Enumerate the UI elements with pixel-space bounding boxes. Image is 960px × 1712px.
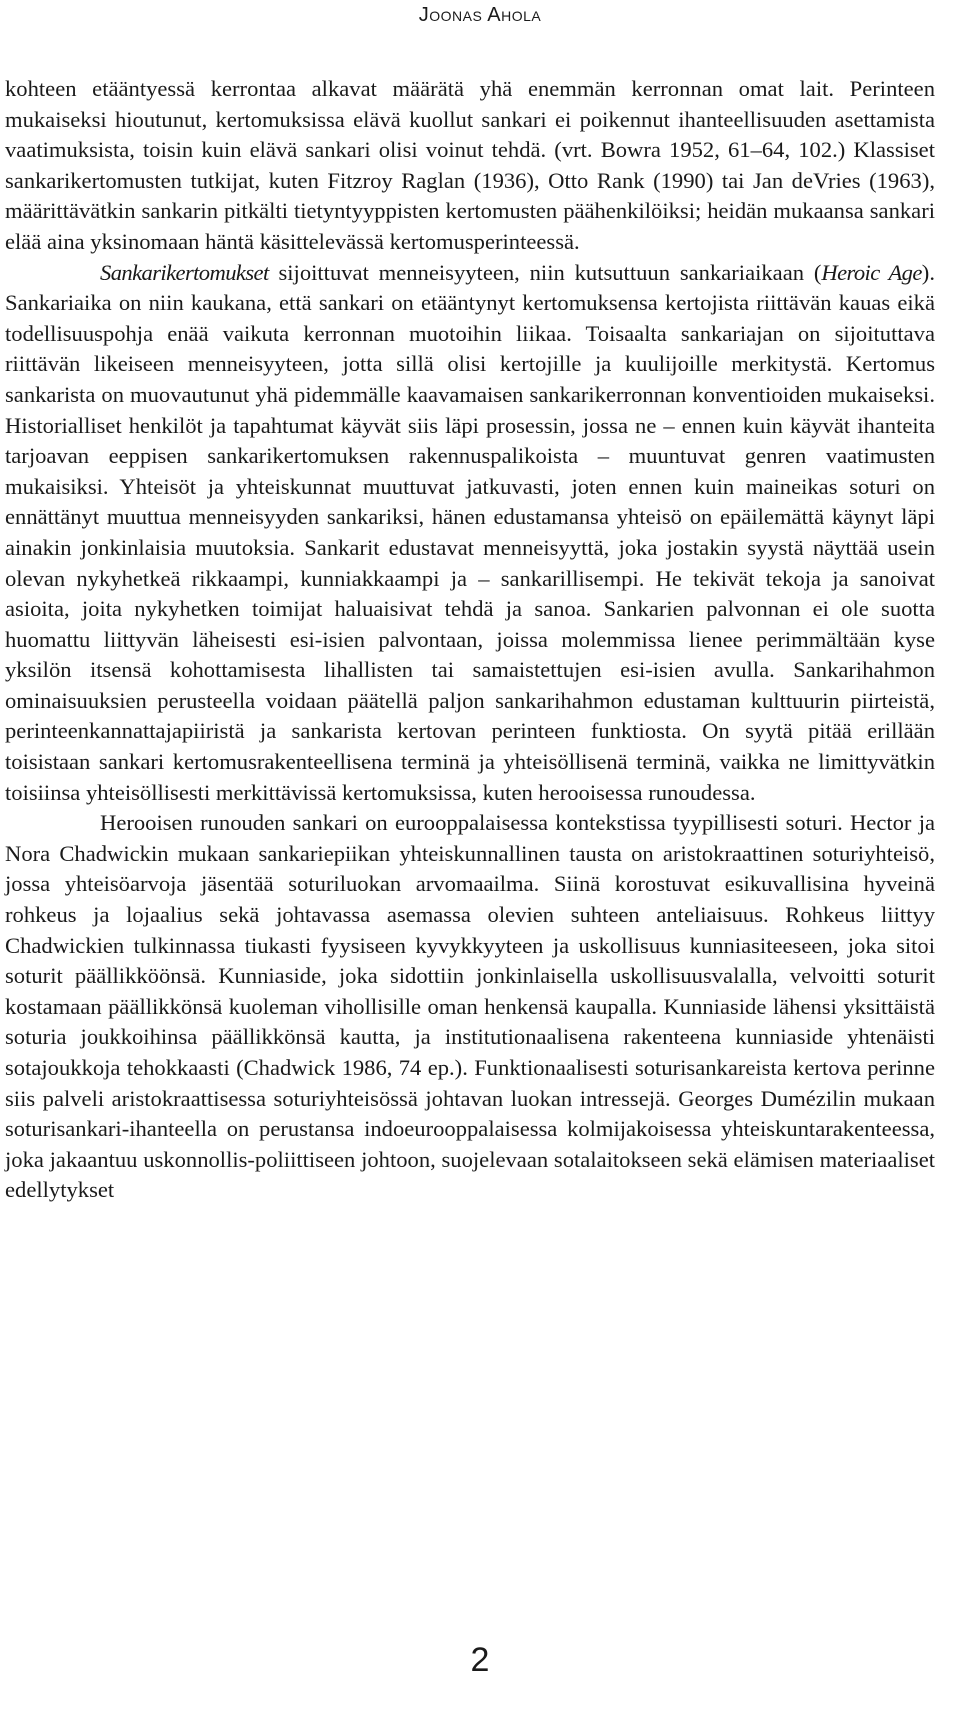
paragraph bbox=[5, 258, 935, 809]
paragraph-text: Herooisen runouden sankari on eurooppalaisessa kontekstissa tyypillisesti soturi. Hector ja Nora Chadwickin mukaan sankariepiikan yhteiskunnallinen tausta on aristokraattinen soturiyhteisö, jossa yhteisöarvoja jäsentää soturiluokan arvomaailma. Siinä korostuvat esikuvallisina hyveinä rohkeus ja lojaalius sekä johtavassa asemassa olevien suhteen anteliaisuus. Rohkeus liittyy Chadwickien tulkinnassa tiukasti fyysiseen kyvykkyyteen ja uskollisuus kunniasiteeseen, joka sitoi soturit päällikköönsä. Kunniaside, joka sidottiin jonkinlaisella uskollisuusvalalla, velvoitti soturit kostamaan päällikkönsä kuoleman vihollisille oman henkensä kaupalla. Kunniaside lähensi yksittäistä soturia joukkoihinsa päällikkönsä kautta, ja institutionaalisena rakenteena kunniaside yhtenäisti sotajoukkoja tehokkaasti (Chadwick 1986, 74 ep.). Funktionaalisesti soturisankareista kertova perinne siis palveli aristokraattisessa soturiyhteisössä johtavan luokan intressejä. Georges Dumézilin mukaan soturisankari-ihanteella on perustansa indoeurooppalaisessa kolmijakoisessa yhteiskuntarakenteessa, joka jakaantuu uskonnollis-poliittiseen johtoon, suojelevaan sotalaitokseen sekä elämisen materiaaliset edellytykset bbox=[5, 810, 935, 1203]
paragraph-text: kohteen etääntyessä kerrontaa alkavat määrätä yhä enemmän kerronnan omat lait. Perinteen mukaiseksi hioutunut, kertomuksissa elävä kuollut sankari ei poikennut ihanteellisuuden asettamista vaatimuksista, toisin kuin elävä sankari olisi voinut tehdä. (vrt. Bowra 1952, 61–64, 102.) Klassiset sankarikertomusten tutkijat, kuten Fitzroy Raglan (1936), Otto Rank (1990) tai Jan deVries (1963), määrittävätkin sankarin pitkälti tietyntyyppisten kertomusten päähenkilöiksi; heidän mukaansa sankari elää aina yksinomaan häntä käsittelevässä kertomusperinteessä. bbox=[5, 76, 935, 254]
body-text bbox=[5, 74, 935, 1206]
page-number: 2 bbox=[470, 1641, 490, 1679]
paragraph-text: sijoittuvat menneisyyteen, niin kutsuttuun sankariaikaan ( bbox=[268, 259, 822, 285]
paragraph bbox=[5, 808, 935, 1206]
running-head bbox=[0, 0, 960, 34]
paragraph bbox=[5, 74, 935, 258]
running-head-text: Joonas Ahola bbox=[418, 4, 542, 26]
italic-term: Heroic Age bbox=[821, 259, 922, 285]
paragraph-text: ). Sankariaika on niin kaukana, että sankari on etääntynyt kertomuksensa kertojista riittävän kauas eikä todellisuuspohja enää vaikuta kerronnan muotoihin liikaa. Toisaalta sankariajan on sijoituttava riittävän likeiseen menneisyyteen, jotta sillä olisi kertojille ja kuulijoille merkitystä. Kertomus sankarista on muovautunut yhä pidemmälle kaavamaisen sankarikerronnan konventioiden mukaiseksi. Historialliset henkilöt ja tapahtumat käyvät siis läpi prosessin, jossa ne – ennen kuin käyvät ihanteita tarjoavan eeppisen sankarikertomuksen rakennuspalikoista – muuntuvat genren vaatimusten mukaisiksi. Yhteisöt ja yhteiskunnat muuttuvat jatkuvasti, joten ennen kuin maineikas soturi on ennättänyt muuttua menneisyyden sankariksi, hänen edustamansa yhteisö on epäilemättä käynyt läpi ainakin jonkinlaisia muutoksia. Sankarit edustavat menneisyyttä, joka jostakin syystä näyttää usein olevan nykyhetkeä rikkaampi, kunniakkaampi ja – sankarillisempi. He tekivät tekoja ja sanoivat asioita, joita nykyhetken toimijat haluaisivat tehdä ja sanoa. Sankarien palvonnan ei ole suotta huomattu liittyvän läheisesti esi-isien palvontaan, joissa molemmissa lienee perimmältään kyse yksilön itsensä kohottamisesta lihallisten tai samaistettujen esi-isien avulla. Sankarihahmon ominaisuuksien perusteella voidaan päätellä paljon sankarihahmon edustaman kulttuurin piirteistä, perinteenkannattajapiiristä ja sankarista kertovan perinteen funktiosta. On syytä pitää erillään toisistaan sankari kertomusrakenteellisena terminä ja yhteisöllisenä terminä, vaikka ne limittyvätkin toisiinsa yhteisöllisesti merkittävissä kertomuksissa, kuten herooisessa runoudessa. bbox=[5, 259, 935, 805]
italic-term: Sankarikertomukset bbox=[100, 259, 269, 285]
